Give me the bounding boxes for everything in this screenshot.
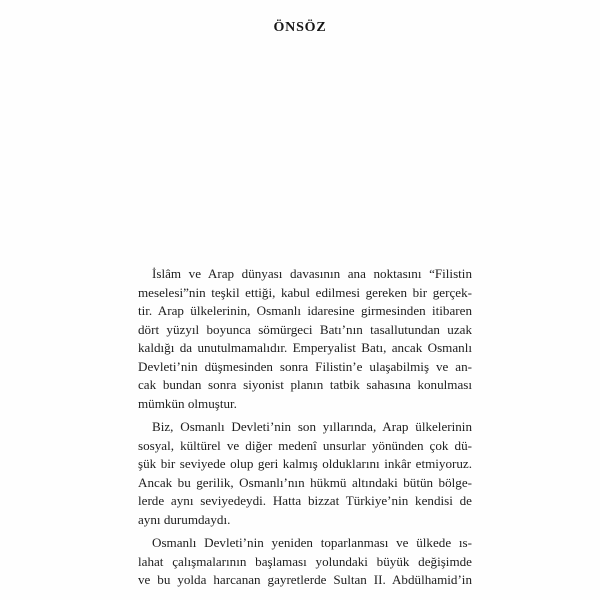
text-line: sosyal, kültürel ve diğer medenî unsurlar yönünden çok dü-	[138, 437, 472, 453]
text-line: İslâm ve Arap dünyası davasının ana noktasını “Filistin	[152, 266, 472, 281]
text-line: kaldığı da unutulmamalıdır. Emperyalist Batı, ancak Osmanlı	[138, 340, 472, 355]
text-line: Osmanlı Devleti’nin yeniden toparlanması ve ülkede ıs-	[152, 535, 472, 550]
paragraph	[138, 265, 472, 413]
text-line: Biz, Osmanlı Devleti’nin son yıllarında, Arap ülkelerinin	[152, 419, 472, 434]
text-line: cak bundan sonra siyonist planın tatbik sahasına konulması	[138, 377, 472, 392]
text-line: Ancak bu gerilik, Osmanlı’nın hükmü altındaki bütün bölge-	[138, 474, 472, 490]
page-title: ÖNSÖZ	[273, 20, 327, 35]
text-line: Devleti’nin düşmesinden sonra Filistin’e ulaşabilmiş ve an-	[138, 358, 472, 374]
body-text	[138, 265, 472, 590]
text-line: lahat çalışmalarının başlaması yolundaki büyük değişimde	[138, 553, 472, 569]
text-line: tir. Arap ülkelerinin, Osmanlı idaresine girmesinden itibaren	[138, 303, 472, 318]
text-line: mümkün olmuştur.	[138, 395, 237, 411]
text-line: şük bir seviyede olup geri kalmış olduklarını inkâr etmiyoruz.	[138, 456, 472, 471]
paragraph	[138, 534, 472, 590]
text-line: meselesi”nin teşkil ettiği, kabul edilmesi gereken bir gerçek-	[138, 284, 472, 300]
text-line: aynı durumdaydı.	[138, 511, 231, 527]
paragraph	[138, 418, 472, 529]
text-line: lerde aynı seviyedeydi. Hatta bizzat Türkiye’nin kendisi de	[138, 493, 472, 508]
text-line: ve bu yolda harcanan gayretlerde Sultan II. Abdülhamid’in	[138, 572, 472, 587]
text-line: dört yüzyıl boyunca sömürgeci Batı’nın tasallutundan uzak	[138, 321, 472, 337]
